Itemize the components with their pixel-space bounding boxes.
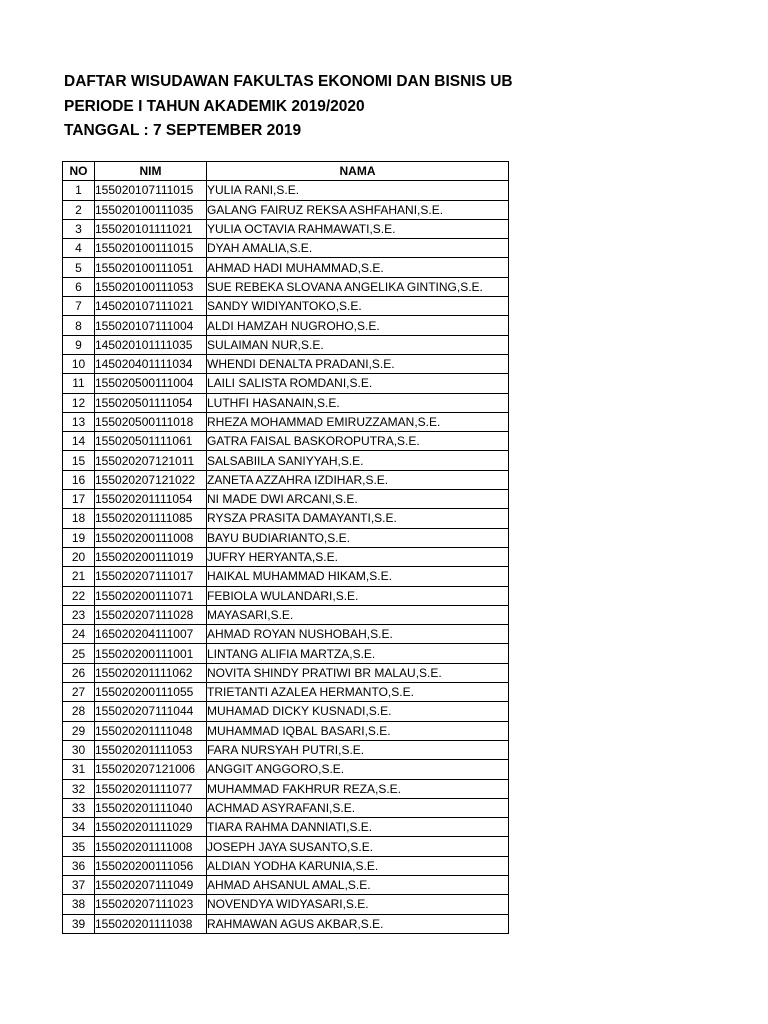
nama-cell: JUFRY HERYANTA,S.E.: [207, 547, 509, 566]
no-cell: 30: [63, 740, 95, 759]
table-row: [63, 856, 509, 875]
no-cell: 26: [63, 663, 95, 682]
column-header-nama: NAMA: [207, 162, 509, 181]
nama-cell: SULAIMAN NUR,S.E.: [207, 335, 509, 354]
table-row: [63, 509, 509, 528]
nim-cell: 155020201111029: [95, 818, 207, 837]
nim-cell: 155020200111071: [95, 586, 207, 605]
table-row: [63, 354, 509, 373]
nim-cell: 155020100111035: [95, 200, 207, 219]
nama-cell: MAYASARI,S.E.: [207, 605, 509, 624]
nim-cell: 155020201111008: [95, 837, 207, 856]
table-row: [63, 875, 509, 894]
nim-cell: 155020100111015: [95, 239, 207, 258]
nama-cell: FARA NURSYAH PUTRI,S.E.: [207, 740, 509, 759]
no-cell: 35: [63, 837, 95, 856]
table-row: [63, 798, 509, 817]
table-row: [63, 605, 509, 624]
nim-cell: 155020107111004: [95, 316, 207, 335]
no-cell: 25: [63, 644, 95, 663]
table-row: [63, 663, 509, 682]
nim-cell: 155020207111049: [95, 875, 207, 894]
nama-cell: ACHMAD ASYRAFANI,S.E.: [207, 798, 509, 817]
date-line: TANGGAL : 7 SEPTEMBER 2019: [64, 122, 302, 139]
no-cell: 18: [63, 509, 95, 528]
nim-cell: 155020100111053: [95, 277, 207, 296]
nama-cell: ANGGIT ANGGORO,S.E.: [207, 760, 509, 779]
nim-cell: 155020201111048: [95, 721, 207, 740]
table-row: [63, 547, 509, 566]
no-cell: 21: [63, 567, 95, 586]
nama-cell: BAYU BUDIARIANTO,S.E.: [207, 528, 509, 547]
nama-cell: AHMAD ROYAN NUSHOBAH,S.E.: [207, 625, 509, 644]
no-cell: 28: [63, 702, 95, 721]
column-header-no: NO: [63, 162, 95, 181]
table-row: [63, 297, 509, 316]
table-row: [63, 895, 509, 914]
nim-cell: 155020107111015: [95, 181, 207, 200]
table-row: [63, 393, 509, 412]
nim-cell: 155020201111077: [95, 779, 207, 798]
no-cell: 14: [63, 432, 95, 451]
nim-cell: 155020101111021: [95, 219, 207, 238]
nama-cell: NOVITA SHINDY PRATIWI BR MALAU,S.E.: [207, 663, 509, 682]
table-row: [63, 239, 509, 258]
nama-cell: LINTANG ALIFIA MARTZA,S.E.: [207, 644, 509, 663]
nim-cell: 155020201111062: [95, 663, 207, 682]
table-header-row: [63, 162, 509, 181]
table-row: [63, 181, 509, 200]
no-cell: 37: [63, 875, 95, 894]
no-cell: 1: [63, 181, 95, 200]
table-row: [63, 837, 509, 856]
no-cell: 24: [63, 625, 95, 644]
no-cell: 16: [63, 470, 95, 489]
nim-cell: 155020500111018: [95, 412, 207, 431]
nama-cell: MUHAMMAD FAKHRUR REZA,S.E.: [207, 779, 509, 798]
nim-cell: 155020100111051: [95, 258, 207, 277]
nama-cell: NOVENDYA WIDYASARI,S.E.: [207, 895, 509, 914]
table-row: [63, 586, 509, 605]
nama-cell: TIARA RAHMA DANNIATI,S.E.: [207, 818, 509, 837]
nama-cell: YULIA OCTAVIA RAHMAWATI,S.E.: [207, 219, 509, 238]
nama-cell: MUHAMAD DICKY KUSNADI,S.E.: [207, 702, 509, 721]
nim-cell: 155020200111055: [95, 683, 207, 702]
nama-cell: GALANG FAIRUZ REKSA ASHFAHANI,S.E.: [207, 200, 509, 219]
nim-cell: 155020207111017: [95, 567, 207, 586]
nim-cell: 155020200111008: [95, 528, 207, 547]
table-body: [63, 181, 509, 934]
no-cell: 5: [63, 258, 95, 277]
no-cell: 13: [63, 412, 95, 431]
document-title: DAFTAR WISUDAWAN FAKULTAS EKONOMI DAN BISNIS UB: [64, 73, 513, 90]
nim-cell: 145020101111035: [95, 335, 207, 354]
no-cell: 9: [63, 335, 95, 354]
no-cell: 2: [63, 200, 95, 219]
nim-cell: 155020207111044: [95, 702, 207, 721]
nama-cell: AHMAD HADI MUHAMMAD,S.E.: [207, 258, 509, 277]
nama-cell: SUE REBEKA SLOVANA ANGELIKA GINTING,S.E.: [207, 277, 509, 296]
nim-cell: 155020201111038: [95, 914, 207, 933]
no-cell: 23: [63, 605, 95, 624]
table-row: [63, 760, 509, 779]
nim-cell: 155020201111053: [95, 740, 207, 759]
table-row: [63, 374, 509, 393]
nama-cell: TRIETANTI AZALEA HERMANTO,S.E.: [207, 683, 509, 702]
nim-cell: 155020201111040: [95, 798, 207, 817]
nim-cell: 155020207121011: [95, 451, 207, 470]
nim-cell: 165020204111007: [95, 625, 207, 644]
table-row: [63, 567, 509, 586]
table-row: [63, 914, 509, 933]
table-row: [63, 316, 509, 335]
table-row: [63, 200, 509, 219]
table-row: [63, 625, 509, 644]
no-cell: 39: [63, 914, 95, 933]
no-cell: 3: [63, 219, 95, 238]
table-row: [63, 740, 509, 759]
nama-cell: MUHAMMAD IQBAL BASARI,S.E.: [207, 721, 509, 740]
no-cell: 36: [63, 856, 95, 875]
nama-cell: RAHMAWAN AGUS AKBAR,S.E.: [207, 914, 509, 933]
no-cell: 27: [63, 683, 95, 702]
nim-cell: 155020207111028: [95, 605, 207, 624]
table-row: [63, 432, 509, 451]
nama-cell: AHMAD AHSANUL AMAL,S.E.: [207, 875, 509, 894]
nama-cell: LUTHFI HASANAIN,S.E.: [207, 393, 509, 412]
nim-cell: 155020207111023: [95, 895, 207, 914]
nim-cell: 155020201111054: [95, 490, 207, 509]
no-cell: 31: [63, 760, 95, 779]
nim-cell: 145020401111034: [95, 354, 207, 373]
nim-cell: 145020107111021: [95, 297, 207, 316]
nim-cell: 155020200111019: [95, 547, 207, 566]
period-line: PERIODE I TAHUN AKADEMIK 2019/2020: [64, 97, 365, 115]
table-row: [63, 258, 509, 277]
table-row: [63, 490, 509, 509]
nama-cell: ZANETA AZZAHRA IZDIHAR,S.E.: [207, 470, 509, 489]
no-cell: 32: [63, 779, 95, 798]
nama-cell: YULIA RANI,S.E.: [207, 181, 509, 200]
table-row: [63, 451, 509, 470]
nama-cell: FEBIOLA WULANDARI,S.E.: [207, 586, 509, 605]
no-cell: 12: [63, 393, 95, 412]
no-cell: 19: [63, 528, 95, 547]
no-cell: 20: [63, 547, 95, 566]
no-cell: 17: [63, 490, 95, 509]
nim-cell: 155020200111056: [95, 856, 207, 875]
nama-cell: DYAH AMALIA,S.E.: [207, 239, 509, 258]
nama-cell: WHENDI DENALTA PRADANI,S.E.: [207, 354, 509, 373]
nama-cell: JOSEPH JAYA SUSANTO,S.E.: [207, 837, 509, 856]
table-row: [63, 702, 509, 721]
table-row: [63, 818, 509, 837]
nama-cell: SANDY WIDIYANTOKO,S.E.: [207, 297, 509, 316]
document-header: [64, 70, 513, 144]
nama-cell: RHEZA MOHAMMAD EMIRUZZAMAN,S.E.: [207, 412, 509, 431]
table-row: [63, 335, 509, 354]
nama-cell: SALSABIILA SANIYYAH,S.E.: [207, 451, 509, 470]
nim-cell: 155020207121006: [95, 760, 207, 779]
table-row: [63, 644, 509, 663]
nama-cell: ALDIAN YODHA KARUNIA,S.E.: [207, 856, 509, 875]
table-row: [63, 721, 509, 740]
table-row: [63, 683, 509, 702]
no-cell: 33: [63, 798, 95, 817]
no-cell: 38: [63, 895, 95, 914]
no-cell: 34: [63, 818, 95, 837]
table-row: [63, 277, 509, 296]
nama-cell: LAILI SALISTA ROMDANI,S.E.: [207, 374, 509, 393]
no-cell: 7: [63, 297, 95, 316]
nama-cell: NI MADE DWI ARCANI,S.E.: [207, 490, 509, 509]
no-cell: 8: [63, 316, 95, 335]
no-cell: 11: [63, 374, 95, 393]
nim-cell: 155020500111004: [95, 374, 207, 393]
nama-cell: HAIKAL MUHAMMAD HIKAM,S.E.: [207, 567, 509, 586]
no-cell: 22: [63, 586, 95, 605]
column-header-nim: NIM: [95, 162, 207, 181]
nim-cell: 155020501111054: [95, 393, 207, 412]
no-cell: 6: [63, 277, 95, 296]
no-cell: 29: [63, 721, 95, 740]
no-cell: 4: [63, 239, 95, 258]
table-row: [63, 528, 509, 547]
nim-cell: 155020501111061: [95, 432, 207, 451]
nama-cell: RYSZA PRASITA DAMAYANTI,S.E.: [207, 509, 509, 528]
no-cell: 15: [63, 451, 95, 470]
table-row: [63, 470, 509, 489]
nim-cell: 155020207121022: [95, 470, 207, 489]
nama-cell: GATRA FAISAL BASKOROPUTRA,S.E.: [207, 432, 509, 451]
table-row: [63, 219, 509, 238]
no-cell: 10: [63, 354, 95, 373]
graduates-table: [62, 161, 509, 934]
nama-cell: ALDI HAMZAH NUGROHO,S.E.: [207, 316, 509, 335]
table-row: [63, 779, 509, 798]
table-row: [63, 412, 509, 431]
nim-cell: 155020201111085: [95, 509, 207, 528]
nim-cell: 155020200111001: [95, 644, 207, 663]
